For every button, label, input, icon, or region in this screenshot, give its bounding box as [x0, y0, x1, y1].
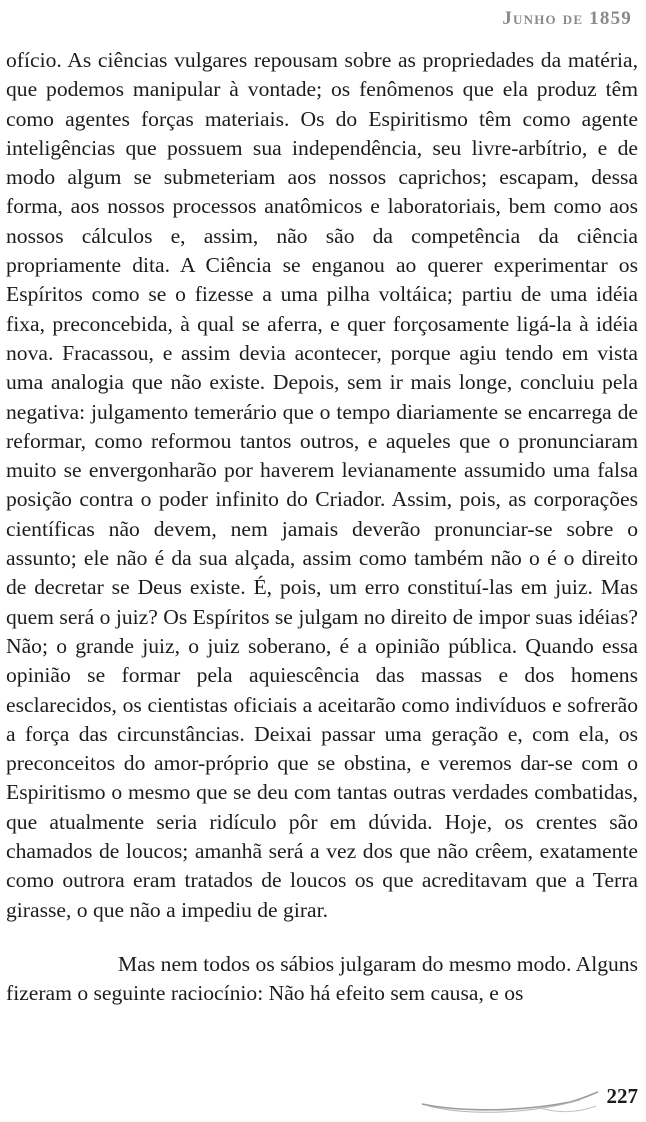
paragraph-2: Mas nem todos os sábios julgaram do mesmo modo. Alguns fizeram o seguinte raciocínio: Não há efeito sem causa, e os [6, 951, 638, 1006]
page-body [6, 46, 638, 1009]
paragraph-1: ofício. As ciências vulgares repousam sobre as propriedades da matéria, que podemos manipular à vontade; os fenômenos que ela produz têm como agentes forças materiais. Os do Espiritismo têm como agente inteligências que possuem sua independência, seu livre-arbítrio, e de modo algum se submeteriam aos nossos caprichos; escapam, dessa forma, aos nossos processos anatômicos e laboratoriais, bem como aos nossos cálculos e, assim, não são da competência da ciência propriamente dita. A Ciência se enganou ao querer experimentar os Espíritos como se o fizesse a uma pilha voltáica; partiu de uma idéia fixa, preconcebida, à qual se aferra, e quer forçosamente ligá-la à idéia nova. Fracassou, e assim devia acontecer, porque agiu tendo em vista uma analogia que não existe. Depois, sem ir mais longe, concluiu pela negativa: julgamento temerário que o tempo diariamente se encarrega de reformar, como reformou tantos outros, e aqueles que o pronunciaram muito se envergonharão por haverem levianamente assumido uma falsa posição contra o poder infinito do Criador. Assim, pois, as corporações científicas não devem, nem jamais deverão pronunciar-se sobre o assunto; ele não é da sua alçada, assim como também não o é o direito de decretar se Deus existe. É, pois, um erro constituí-las em juiz. Mas quem será o juiz? Os Espíritos se julgam no direito de impor suas idéias? Não; o grande juiz, o juiz soberano, é a opinião pública. Quando essa opinião se formar pela aquiescência das massas e dos homens esclarecidos, os cientistas oficiais a aceitarão como indivíduos e sofrerão a força das circunstâncias. Deixai passar uma geração e, com ela, os preconceitos do amor-próprio que se obstina, e veremos dar-se com o Espiritismo o mesmo que se deu com tantas outras verdades combatidas, que atualmente seria ridículo pôr em dúvida. Hoje, os crentes são chamados de loucos; amanhã será a vez dos que não crêem, exatamente como outrora eram tratados de loucos os que acreditavam que a Terra girasse, o que não a impediu de girar. [6, 48, 638, 922]
swash-ornament-icon [420, 1086, 600, 1116]
page-number: 227 [606, 1084, 638, 1108]
running-head: Junho de 1859 [502, 8, 632, 29]
